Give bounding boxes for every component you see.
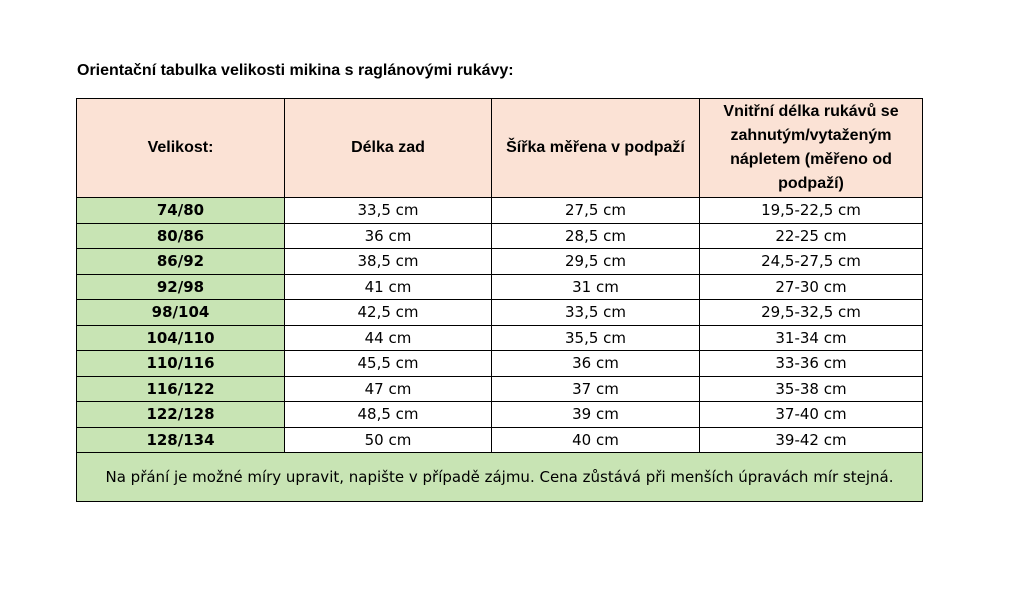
header-sleeve-length: Vnitřní délka rukávů se zahnutým/vytaženým nápletem (měřeno od podpaží)	[700, 99, 923, 198]
header-row	[77, 99, 923, 198]
sleeve-length-cell: 24,5-27,5 cm	[700, 249, 923, 275]
size-cell: 86/92	[77, 249, 285, 275]
size-cell: 74/80	[77, 198, 285, 224]
page-title: Orientační tabulka velikosti mikina s raglánovými rukávy:	[77, 62, 514, 79]
header-chest-width: Šířka měřena v podpaží	[492, 99, 700, 198]
back-length-cell: 50 cm	[285, 427, 492, 453]
chest-width-cell: 33,5 cm	[492, 300, 700, 326]
table-row	[77, 198, 923, 224]
header-back-length: Délka zad	[285, 99, 492, 198]
table-row	[77, 402, 923, 428]
size-table	[76, 98, 923, 502]
table-row	[77, 351, 923, 377]
sleeve-length-cell: 39-42 cm	[700, 427, 923, 453]
back-length-cell: 38,5 cm	[285, 249, 492, 275]
back-length-cell: 41 cm	[285, 274, 492, 300]
chest-width-cell: 31 cm	[492, 274, 700, 300]
chest-width-cell: 39 cm	[492, 402, 700, 428]
table-row	[77, 300, 923, 326]
back-length-cell: 45,5 cm	[285, 351, 492, 377]
chest-width-cell: 27,5 cm	[492, 198, 700, 224]
chest-width-cell: 37 cm	[492, 376, 700, 402]
size-cell: 116/122	[77, 376, 285, 402]
back-length-cell: 44 cm	[285, 325, 492, 351]
table-row	[77, 427, 923, 453]
table-row	[77, 274, 923, 300]
chest-width-cell: 35,5 cm	[492, 325, 700, 351]
chest-width-cell: 29,5 cm	[492, 249, 700, 275]
table-header	[77, 99, 923, 198]
back-length-cell: 42,5 cm	[285, 300, 492, 326]
sleeve-length-cell: 37-40 cm	[700, 402, 923, 428]
table-footer	[77, 453, 923, 502]
chest-width-cell: 40 cm	[492, 427, 700, 453]
sleeve-length-cell: 33-36 cm	[700, 351, 923, 377]
table-body	[77, 198, 923, 453]
back-length-cell: 47 cm	[285, 376, 492, 402]
sleeve-length-cell: 31-34 cm	[700, 325, 923, 351]
sleeve-length-cell: 35-38 cm	[700, 376, 923, 402]
size-cell: 98/104	[77, 300, 285, 326]
sleeve-length-cell: 29,5-32,5 cm	[700, 300, 923, 326]
size-cell: 104/110	[77, 325, 285, 351]
size-cell: 92/98	[77, 274, 285, 300]
sleeve-length-cell: 22-25 cm	[700, 223, 923, 249]
header-size: Velikost:	[77, 99, 285, 198]
table-row	[77, 223, 923, 249]
chest-width-cell: 36 cm	[492, 351, 700, 377]
sleeve-length-cell: 19,5-22,5 cm	[700, 198, 923, 224]
sleeve-length-cell: 27-30 cm	[700, 274, 923, 300]
size-cell: 128/134	[77, 427, 285, 453]
footer-row	[77, 453, 923, 502]
back-length-cell: 33,5 cm	[285, 198, 492, 224]
size-cell: 110/116	[77, 351, 285, 377]
back-length-cell: 48,5 cm	[285, 402, 492, 428]
footer-note: Na přání je možné míry upravit, napište v případě zájmu. Cena zůstává při menších úpravách mír stejná.	[77, 453, 923, 502]
chest-width-cell: 28,5 cm	[492, 223, 700, 249]
table-row	[77, 376, 923, 402]
table-row	[77, 249, 923, 275]
back-length-cell: 36 cm	[285, 223, 492, 249]
size-cell: 122/128	[77, 402, 285, 428]
table-row	[77, 325, 923, 351]
size-cell: 80/86	[77, 223, 285, 249]
